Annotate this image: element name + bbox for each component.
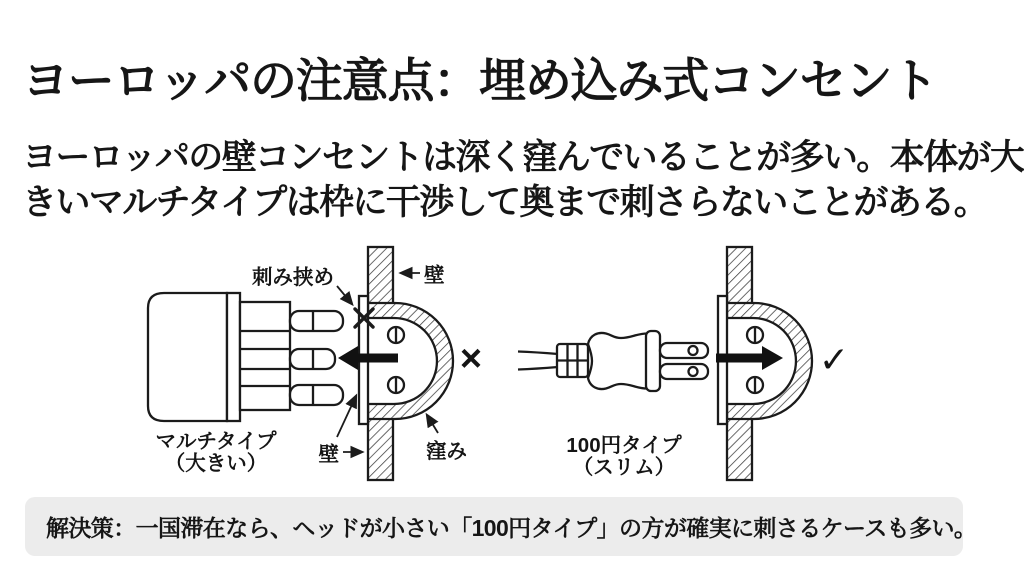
wall-label-top: 壁 xyxy=(424,264,445,287)
outlet-diagram xyxy=(0,240,1024,490)
pinch-leader-line xyxy=(337,286,352,304)
scene-slim-type-fits xyxy=(518,247,849,480)
solution-text: 解決策：一国滞在なら、ヘッドが小さい「100円タイプ」の方が確実に刺さるケースも多い。 xyxy=(46,515,977,541)
solution-banner xyxy=(25,497,977,556)
check-mark-icon: ✓ xyxy=(818,339,850,380)
slim-type-label-line1: 100円タイプ xyxy=(566,434,682,457)
page-title: ヨーロッパの注意点：埋め込み式コンセント xyxy=(22,54,938,107)
intro-line-2: きいマルチタイプは枠に干渉して奥まで刺さらないことがある。 xyxy=(22,183,988,222)
intro-line-1: ヨーロッパの壁コンセントは深く窪んでいることが多い。本体が大 xyxy=(22,138,1024,177)
wall-label-bottom: 壁 xyxy=(318,443,339,466)
slim-type-label-line2: （スリム） xyxy=(572,456,676,479)
slim-plug xyxy=(518,331,708,391)
pinch-label: 刺み挟め xyxy=(252,266,334,289)
recess-leader-line xyxy=(427,415,438,433)
multi-type-label-line1: マルチタイプ xyxy=(155,430,277,453)
intro-text xyxy=(22,135,1024,225)
multi-type-adapter xyxy=(148,293,343,421)
recess-label: 窪み xyxy=(426,440,467,463)
multi-type-label-line2: （大きい） xyxy=(164,452,268,475)
cross-mark-icon: × xyxy=(459,338,483,380)
scene-multi-type-blocked xyxy=(148,247,482,480)
